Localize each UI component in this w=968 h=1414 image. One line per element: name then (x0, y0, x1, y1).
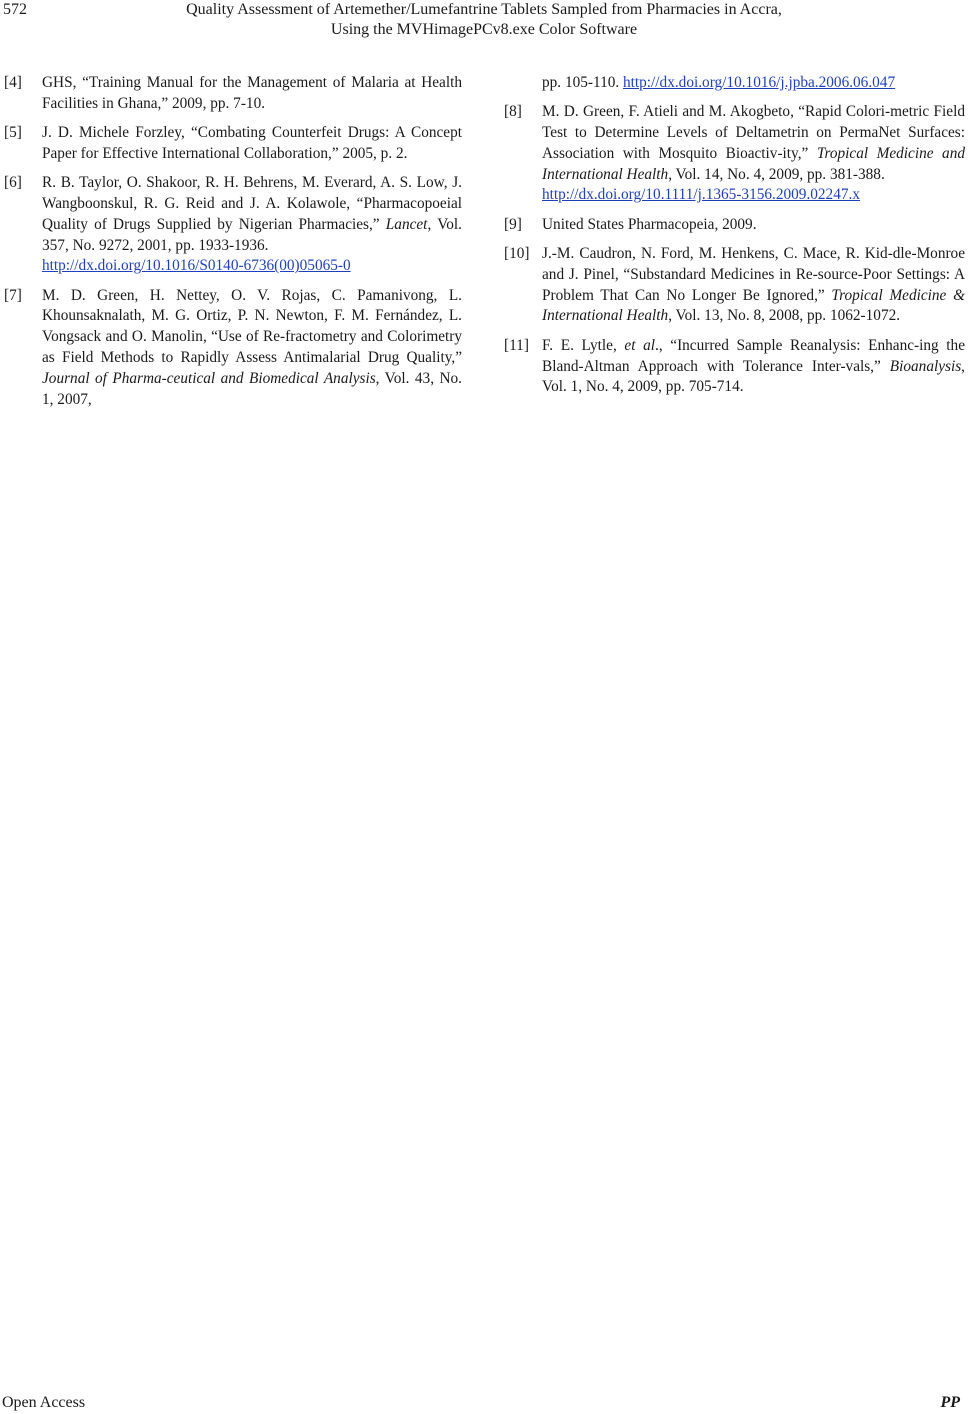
reference-body (542, 102, 965, 206)
references-left-column (4, 73, 462, 419)
journal-name: Tropical Medicine and International Health (542, 144, 965, 183)
reference-text: pp. 105-110. (542, 74, 624, 91)
doi-link[interactable]: http://dx.doi.org/10.1111/j.1365-3156.2009.02247.x (542, 186, 860, 204)
reference-continuation (504, 73, 965, 94)
reference-text: M. D. Green, F. Atieli and M. Akogbeto, “Rapid Colori-metric Field Test to Determine Levels of Deltametrin on PermaNet Surfaces: Association with Mosquito Bioactiv-ity,” (542, 103, 965, 162)
reference-text: , Vol. 357, No. 9272, 2001, pp. 1933-1936. (42, 215, 462, 254)
reference-text: , Vol. 1, No. 4, 2009, pp. 705-714. (542, 357, 965, 396)
reference-item (4, 123, 462, 165)
reference-text: United States Pharmacopeia, 2009. (542, 215, 757, 233)
reference-number: [10] (504, 245, 530, 263)
reference-text: J. D. Michele Forzley, “Combating Counterfeit Drugs: A Concept Paper for Effective International Collaboration,” 2005, p. 2. (42, 124, 462, 162)
reference-item (504, 215, 965, 236)
reference-item (4, 286, 462, 411)
reference-number: [4] (4, 74, 22, 91)
journal-name: Lancet (385, 215, 428, 233)
page-number: 572 (3, 1, 27, 18)
footer-journal-logo: PP (940, 1394, 960, 1411)
reference-item (504, 336, 965, 398)
reference-body (42, 173, 462, 277)
reference-item (4, 173, 462, 277)
reference-item (4, 73, 462, 115)
running-header-line1: Quality Assessment of Artemether/Lumefantrine Tablets Sampled from Pharmacies in Accra, (186, 1, 782, 18)
reference-number: [6] (4, 174, 22, 192)
reference-number: [7] (4, 286, 22, 304)
reference-text: GHS, “Training Manual for the Management of Malaria at Health Facilities in Ghana,” 2009, pp. 7-10. (42, 74, 462, 112)
reference-text: ., “Incurred Sample Reanalysis: Enhanc-ing the Bland-Altman Approach with Tolerance Inter-vals,” (542, 336, 965, 375)
et-al: et al (624, 336, 655, 354)
running-header (0, 0, 968, 40)
journal-name: Bioanalysis (889, 357, 962, 375)
reference-text: , Vol. 43, No. 1, 2007, (42, 369, 462, 408)
references-right-column (504, 73, 965, 407)
running-header-line2: Using the MVHimagePCv8.exe Color Software (330, 21, 638, 38)
reference-text: , Vol. 14, No. 4, 2009, pp. 381-388. (668, 165, 885, 183)
reference-body (542, 244, 965, 327)
reference-number: [9] (504, 215, 522, 233)
doi-link[interactable]: http://dx.doi.org/10.1016/j.jpba.2006.06.047 (623, 74, 896, 91)
reference-item (504, 102, 965, 206)
journal-name: Journal of Pharma-ceutical and Biomedical Analysis (42, 369, 376, 387)
reference-text: R. B. Taylor, O. Shakoor, R. H. Behrens, M. Everard, A. S. Low, J. Wangboonskul, R. G. Reid and J. A. Kolawole, “Pharmacopoeial Quality of Drugs Supplied by Nigerian Pharmacies,” (42, 174, 462, 233)
reference-text: J.-M. Caudron, N. Ford, M. Henkens, C. Mace, R. Kid-dle-Monroe and J. Pinel, “Substandard Medicines in Re-source-Poor Settings: A Problem That Can No Longer Be Ignored,” (542, 245, 965, 304)
journal-name: Tropical Medicine & International Health (542, 286, 965, 325)
reference-item (504, 244, 965, 327)
reference-text: M. D. Green, H. Nettey, O. V. Rojas, C. Pamanivong, L. Khounsaknalath, M. G. Ortiz, P. N. Newton, F. M. Fernández, L. Vongsack and O. Manolin, “Use of Re-fractometry and Colorimetry as Field Methods to Rapidly Assess Antimalarial Drug Quality,” (42, 286, 462, 367)
reference-number: [5] (4, 124, 22, 142)
reference-number: [8] (504, 103, 522, 121)
footer-open-access: Open Access (2, 1394, 86, 1411)
reference-body (42, 286, 462, 411)
reference-number: [11] (504, 336, 529, 354)
reference-body (542, 336, 965, 398)
reference-text: , Vol. 13, No. 8, 2008, pp. 1062-1072. (668, 307, 901, 325)
reference-text: F. E. Lytle, (542, 336, 625, 354)
doi-link[interactable]: http://dx.doi.org/10.1016/S0140-6736(00)05065-0 (42, 257, 351, 275)
